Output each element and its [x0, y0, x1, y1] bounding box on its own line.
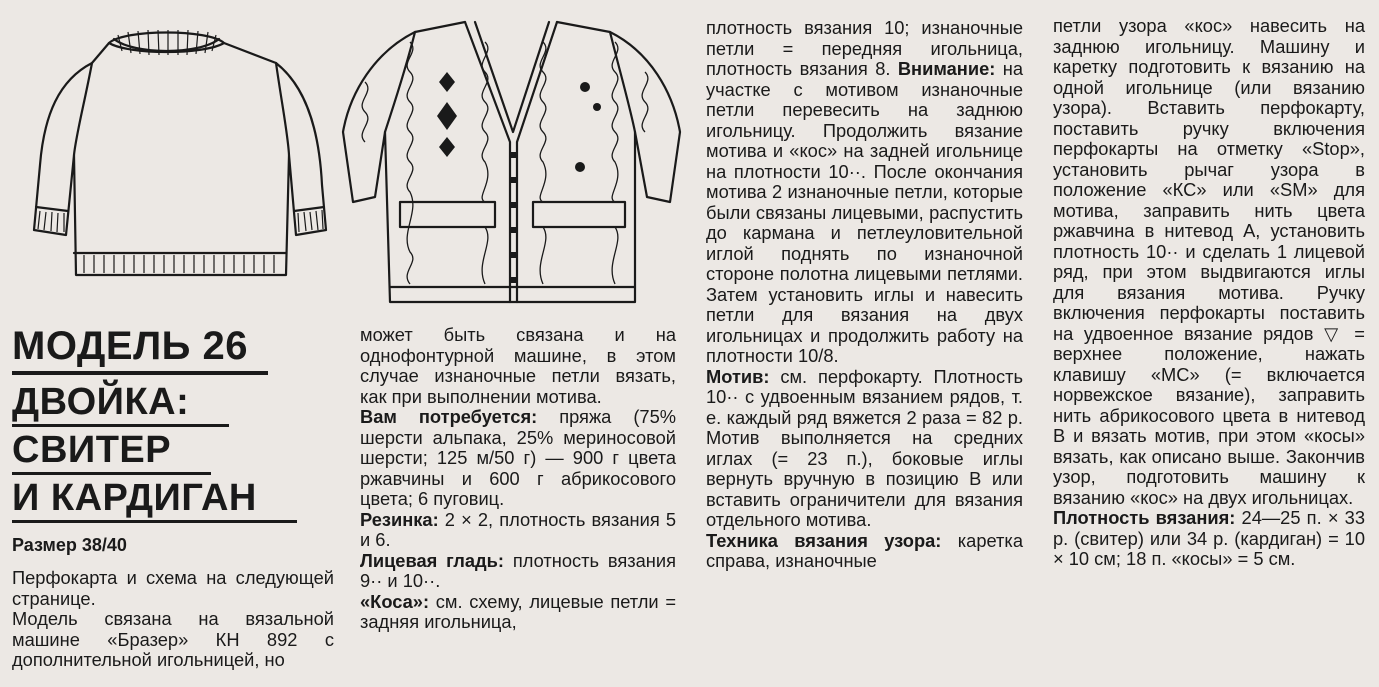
- technique-label: Техника вязания узора:: [706, 529, 942, 551]
- col1-paragraph-1: Перфокарта и схема на следующей странице.: [12, 567, 334, 609]
- motif-paragraph: [706, 367, 1023, 531]
- size-line: Размер 38/40: [12, 535, 127, 555]
- cable-text: см. схему, лицевые петли = задняя игольница,: [360, 590, 676, 632]
- rib-text: 2 × 2, плотность вязания 5 и 6.: [360, 508, 676, 550]
- title-line-3: СВИТЕР: [12, 429, 211, 475]
- cardigan-drawing: [335, 12, 685, 312]
- stockinette-text: плотность вязания 9·· и 10··.: [360, 549, 676, 591]
- sweater-illustration: [14, 25, 334, 290]
- density-text: 24—25 п. × 33 р. (свитер) или 34 р. (кардиган) = 10 × 10 см; 18 п. «косы» = 5 см.: [1053, 507, 1365, 569]
- text-column-4: [1053, 16, 1365, 570]
- cable-paragraph: [360, 592, 676, 633]
- density-paragraph: [1053, 508, 1365, 570]
- col1-paragraph-2: Модель связана на вязальной машине «Бразер» КН 892 с дополнительной игольницей, но: [12, 608, 334, 670]
- col3-text-a: плотность вязания 10; изнаночные петли = передняя игольница, плотность вязания 8.: [706, 17, 1023, 79]
- col3-text-b: на участке с мотивом изнаночные петли перевесить на заднюю игольницу. Продолжить вязание мотива и «кос» на задней игольнице на плотности 10··. После окончания мотива 2 изнаночные петли, которые были связаны лицевыми, распустить до кармана и петлеуловительной иглой поднять по изнаночной стороне полотна лицевыми петлями. Затем установить иглы и навесить петли для вязания на двух игольницах и продолжить работу на плотности 10/8.: [706, 58, 1024, 366]
- technique-text: каретка справа, изнаночные: [706, 529, 1023, 571]
- title-line-4: И КАРДИГАН: [12, 477, 297, 523]
- title-line-2: ДВОЙКА:: [12, 381, 229, 427]
- attention-label: Внимание:: [897, 58, 996, 79]
- density-label: Плотность вязания:: [1053, 507, 1236, 528]
- stockinette-label: Лицевая гладь:: [360, 549, 504, 571]
- col2-paragraph-1: может быть связана и на однофонтурной машине, в этом случае изнаночные петли вязать, как при выполнении мотива.: [360, 324, 676, 407]
- text-column-2: [360, 325, 676, 633]
- cardigan-illustration: [335, 12, 685, 312]
- col3-paragraph-1: [706, 18, 1023, 367]
- materials-paragraph: [360, 407, 676, 510]
- materials-text: пряжа (75% шерсти альпака, 25% мериносовой шерсти; 125 м/50 г) — 900 г цвета ржавчины и 600 г абрикосового цвета; 6 пуговиц.: [360, 406, 677, 509]
- motif-text: см. перфокарту. Плотность 10·· с удвоенным вязанием рядов, т. е. каждый ряд вяжется 2 раза = 82 р. Мотив выполняется на средних иглах (= 23 п.), боковые иглы вернуть вручную в позицию В или вставить ограничители для вязания отдельного мотива.: [706, 365, 1023, 530]
- text-column-3: [706, 18, 1023, 572]
- technique-paragraph: [706, 531, 1023, 572]
- rib-paragraph: [360, 510, 676, 551]
- rib-label: Резинка:: [360, 508, 439, 530]
- col4-paragraph-1: петли узора «кос» навесить на заднюю игольницу. Машину и каретку подготовить к вязанию на одной игольнице (или вязанию узора). Вставить перфокарту, поставить ручку включения перфокарты на отметку «Stop», установить рычаг узора в положение «КС» или «SM» для мотива, заправить нить цвета ржавчина в нитевод А, установить плотность 10·· и сделать 1 лицевой ряд, при этом выдвигаются иглы для вязания мотива. Ручку включения перфокарты поставить на удвоенное вязание рядов ▽ = верхнее положение, нажать клавишу «МС» (= включается норвежское вязание), заправить нить абрикосового цвета в нитевод В и вязать мотив, при этом «косы» вязать, как описано выше. Закончив узор, подготовить машину к вязанию «кос» на двух игольницах.: [1053, 15, 1365, 508]
- model-title: МОДЕЛЬ 26: [12, 325, 268, 375]
- title-block: [12, 325, 347, 566]
- text-column-1: [12, 568, 334, 671]
- cable-label: «Коса»:: [360, 590, 430, 612]
- motif-label: Мотив:: [706, 365, 770, 387]
- sweater-drawing: [14, 25, 334, 290]
- materials-label: Вам потребуется:: [360, 406, 538, 427]
- stockinette-paragraph: [360, 551, 676, 592]
